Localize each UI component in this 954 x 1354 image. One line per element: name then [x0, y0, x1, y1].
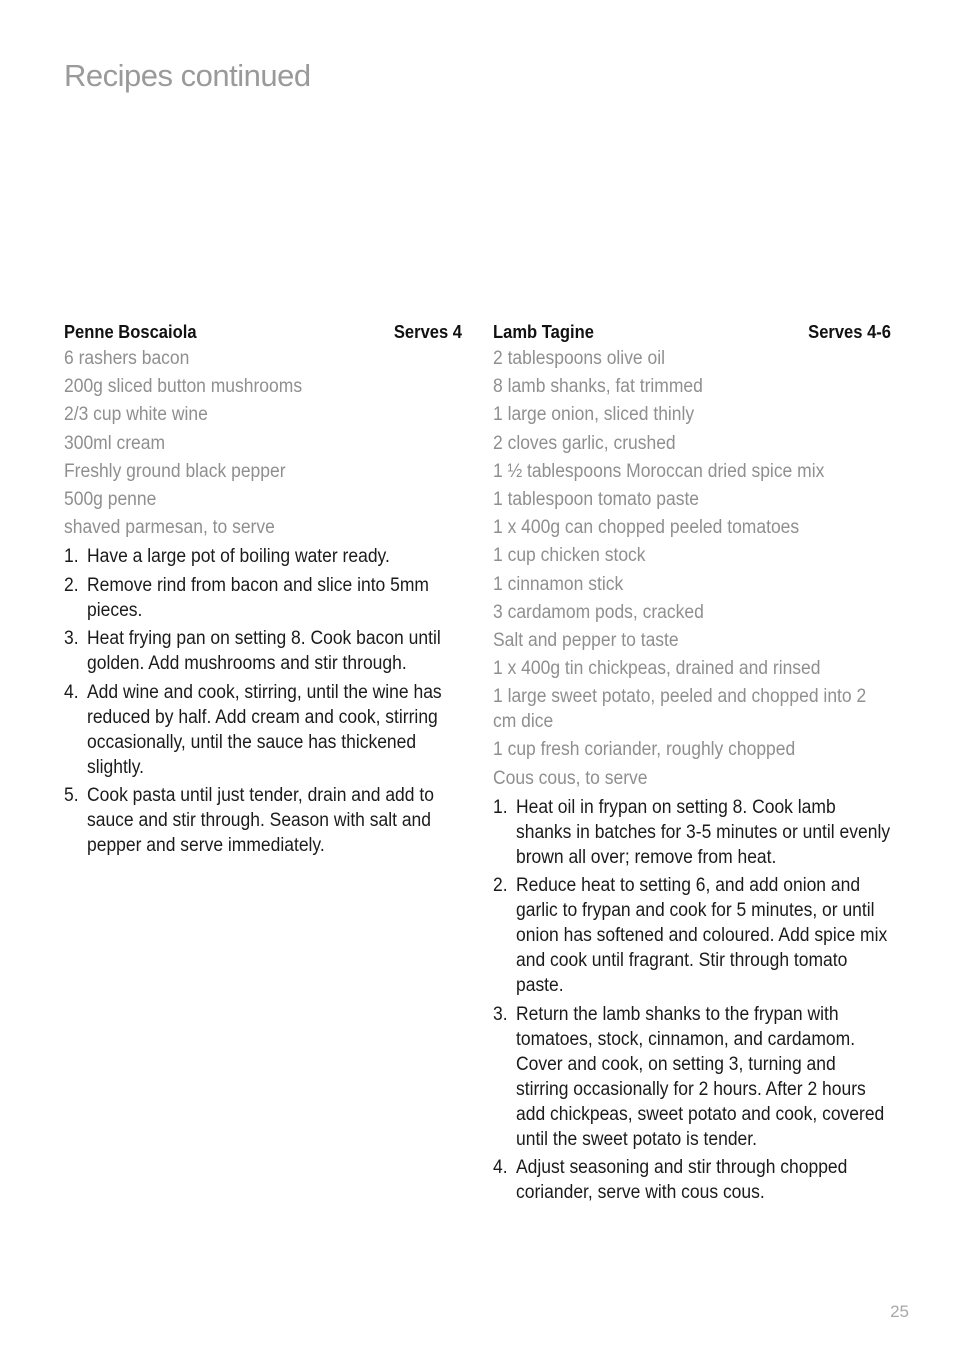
ingredient-item: 2 tablespoons olive oil	[493, 348, 666, 369]
step-number: 4.	[493, 1157, 508, 1179]
ingredient-item: 3 cardamom pods, cracked	[493, 601, 704, 623]
step-text: Cook pasta until just tender, drain and add to sauce and stir through. Season with salt and pepper and serve immediately.	[87, 785, 434, 857]
recipe-title: Lamb Tagine	[493, 322, 594, 342]
method-step	[64, 626, 462, 676]
recipe-serves: Serves 4	[393, 322, 463, 342]
method-step	[493, 1002, 891, 1152]
ingredient-list	[64, 346, 462, 540]
step-number: 3.	[64, 628, 79, 650]
method-step	[64, 573, 462, 623]
method-step	[493, 795, 891, 870]
ingredient-item: 1 x 400g tin chickpeas, drained and rinsed	[493, 658, 821, 680]
ingredient-item: 500g penne	[64, 488, 157, 510]
step-text: Add wine and cook, stirring, until the wine has reduced by half. Add cream and cook, stirring occasionally, until the sauce has thickened slightly.	[87, 681, 442, 778]
ingredient-item: 300ml cream	[64, 432, 166, 454]
step-number: 1.	[64, 546, 79, 568]
ingredient-list	[493, 346, 891, 791]
method-step	[493, 873, 891, 998]
method-step	[64, 783, 462, 858]
ingredient-item: 1 ½ tablespoons Moroccan dried spice mix	[493, 460, 825, 482]
ingredient-item: 1 large sweet potato, peeled and chopped into 2 cm dice	[493, 686, 867, 733]
page-title: Recipes continued	[64, 58, 311, 93]
ingredient-item: 2 cloves garlic, crushed	[493, 432, 676, 454]
method-step	[64, 544, 462, 569]
step-number: 2.	[64, 574, 79, 596]
ingredient-item: 1 x 400g can chopped peeled tomatoes	[493, 517, 800, 539]
recipe-penne-boscaiola	[64, 318, 462, 862]
step-number: 5.	[64, 785, 79, 807]
step-text: Reduce heat to setting 6, and add onion and garlic to frypan and cook for 5 minutes, or until onion has softened and coloured. Add spice mix and cook until fragrant. Stir through tomato paste.	[516, 875, 888, 997]
step-number: 2.	[493, 875, 508, 897]
method-steps	[493, 795, 891, 1206]
recipe-header	[64, 318, 462, 346]
ingredient-item: 1 tablespoon tomato paste	[493, 488, 700, 510]
ingredient-item: 200g sliced button mushrooms	[64, 376, 303, 398]
ingredient-item: 1 cinnamon stick	[493, 573, 624, 595]
step-text: Remove rind from bacon and slice into 5mm pieces.	[87, 574, 429, 621]
ingredient-item: 1 cup chicken stock	[493, 545, 646, 567]
step-number: 1.	[493, 796, 508, 818]
ingredient-item: Freshly ground black pepper	[64, 460, 286, 482]
ingredient-item: 6 rashers bacon	[64, 348, 190, 369]
ingredient-item: 2/3 cup white wine	[64, 404, 208, 426]
step-text: Heat frying pan on setting 8. Cook bacon until golden. Add mushrooms and stir through.	[87, 628, 441, 675]
recipe-header	[493, 318, 891, 346]
method-steps	[64, 544, 462, 858]
step-text: Adjust seasoning and stir through chopped coriander, serve with cous cous.	[516, 1157, 848, 1204]
step-number: 4.	[64, 681, 79, 703]
step-text: Return the lamb shanks to the frypan with tomatoes, stock, cinnamon, and cardamom. Cover and cook, on setting 3, turning and stirring occasionally for 2 hours. After 2 hours add chickpeas, sweet potato and cook, covered until the sweet potato is tender.	[516, 1003, 885, 1150]
recipe-serves: Serves 4-6	[808, 322, 892, 342]
page-number: 25	[890, 1302, 909, 1321]
step-text: Heat oil in frypan on setting 8. Cook lamb shanks in batches for 3-5 minutes or until evenly brown all over; remove from heat.	[516, 796, 891, 868]
recipe-title: Penne Boscaiola	[64, 322, 197, 342]
ingredient-item: Cous cous, to serve	[493, 767, 648, 789]
method-step	[64, 680, 462, 780]
method-step	[493, 1155, 891, 1205]
ingredient-item: 1 cup fresh coriander, roughly chopped	[493, 739, 796, 761]
ingredient-item: 1 large onion, sliced thinly	[493, 404, 695, 426]
ingredient-item: shaved parmesan, to serve	[64, 517, 275, 539]
ingredient-item: Salt and pepper to taste	[493, 629, 679, 651]
ingredient-item: 8 lamb shanks, fat trimmed	[493, 376, 703, 398]
recipe-lamb-tagine	[493, 318, 891, 1209]
step-number: 3.	[493, 1003, 508, 1025]
step-text: Have a large pot of boiling water ready.	[87, 546, 390, 568]
